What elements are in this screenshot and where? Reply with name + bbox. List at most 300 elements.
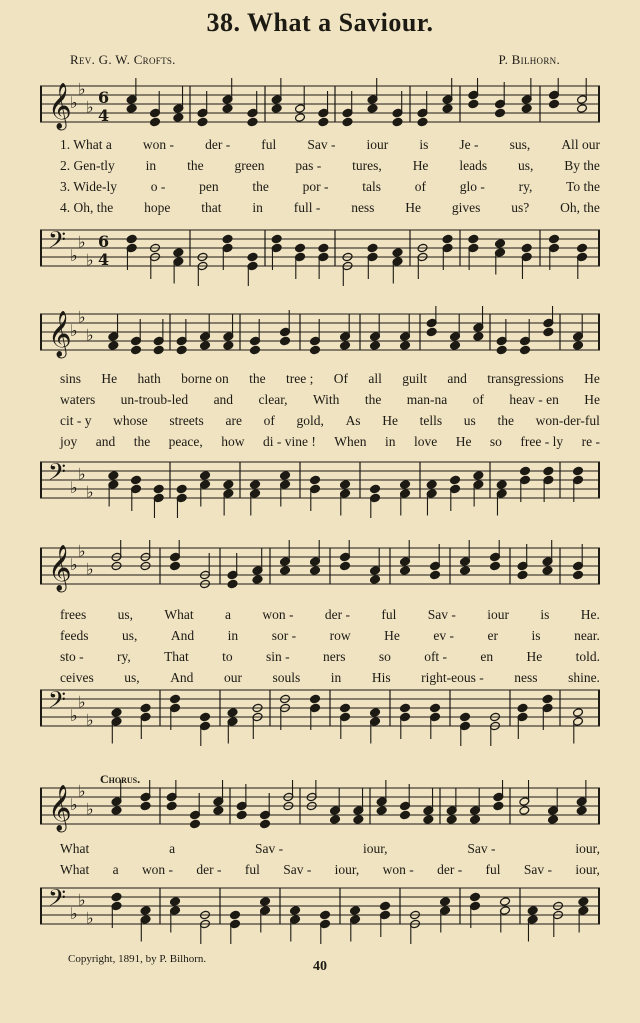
note-head [400,341,411,351]
flat-icon: ♭ [70,795,78,814]
hymn-heading [0,8,640,38]
lyric-syllable: ness [351,200,375,215]
note-head [176,484,187,494]
note-head [400,566,411,576]
lyric-syllable: 3. Wide-ly [60,179,117,194]
note-head [150,117,161,127]
lyric-syllable: guilt [402,371,428,386]
lyric-syllable: row [329,628,351,643]
flat-icon: ♭ [86,710,94,730]
lyric-syllable: joy [60,434,78,449]
note-head [222,234,233,244]
lyric-syllable: He [384,628,400,643]
note-head [280,566,291,576]
note-head [450,475,461,485]
treble-staff-svg [40,306,600,370]
note-head [340,480,351,490]
lyric-syllable: in [227,628,239,643]
lyric-syllable: All our [561,137,600,152]
lyric-syllable: to [222,649,233,664]
page-number: 40 [313,959,327,974]
time-signature-top: 6 [98,88,110,107]
lyric-syllable: the [364,392,382,407]
lyric-syllable: di - vine ! [262,434,316,449]
composer-credit: P. Bilhorn. [498,52,560,67]
note-head [460,712,471,722]
bass-clef-icon: 𝄢 [48,884,67,917]
note-head [200,712,211,722]
lyric-line [60,368,600,389]
note-head [473,471,484,481]
lyric-syllable: all [368,371,382,386]
note-head [330,815,341,825]
lyric-syllable: peace, [168,434,203,449]
flat-icon: ♭ [86,908,94,928]
lyric-syllable: Je - [459,137,479,152]
lyric-syllable: Sav - [254,841,284,856]
lyric-syllable: the [133,434,151,449]
lyric-syllable: is [419,137,429,152]
flat-icon: ♭ [70,904,78,923]
lyric-syllable: us, [117,607,133,622]
flat-icon: ♭ [78,692,86,712]
note-head [442,234,453,244]
flat-icon: ♭ [78,232,86,252]
note-head [166,801,177,811]
note-head [108,341,119,351]
lyric-syllable: the [497,413,514,428]
lyric-syllable: leads [459,158,488,173]
lyric-syllable: He [101,371,118,386]
note-head [577,104,588,114]
lyric-syllable: der - [324,607,350,622]
lyric-syllable: love [413,434,438,449]
note-head [520,345,531,355]
lyric-syllable: What [60,862,90,877]
lyric-syllable: clear, [258,392,288,407]
note-head [470,815,481,825]
note-head [260,897,271,907]
lyric-syllable: ful [244,862,260,877]
lyrics-system-3 [60,604,600,688]
note-head [173,113,184,123]
note-head [367,243,378,253]
note-head [576,806,587,816]
lyric-syllable: pen [199,179,219,194]
lyric-syllable: He [405,200,422,215]
lyric-syllable: the [252,179,269,194]
note-head [519,806,530,816]
note-head [496,345,507,355]
lyric-syllable: ful [381,607,397,622]
lyrics-system-4 [60,838,600,880]
note-head [543,466,554,476]
lyric-syllable: en [480,649,494,664]
lyricist-credit: Rev. G. W. Crofts. [70,52,176,67]
lyric-syllable: ry, [518,179,533,194]
bass-staff-2 [40,454,600,518]
lyric-syllable: sin - [266,649,290,664]
lyric-syllable: tures, [352,158,382,173]
lyric-syllable: And [170,628,195,643]
lyrics-system-1 [60,134,600,218]
lyric-syllable: gives [451,200,481,215]
note-head [140,703,151,713]
lyric-syllable: hath [137,371,161,386]
treble-clef-icon: 𝄞 [48,785,72,831]
lyric-syllable: shine. [568,670,600,685]
lyric-syllable: 2. Gen-tly [60,158,115,173]
note-head [490,561,501,571]
lyric-syllable: so [378,649,391,664]
note-head [380,901,391,911]
note-head [392,248,403,258]
lyric-syllable: streets [169,413,204,428]
note-head [126,234,137,244]
flat-icon: ♭ [70,93,78,112]
lyric-syllable: o - [150,179,166,194]
note-head [442,104,453,114]
lyric-syllable: When [334,434,367,449]
lyric-syllable: whose [113,413,148,428]
lyric-syllable: frees [60,607,87,622]
lyric-syllable: hope [144,200,171,215]
flat-icon: ♭ [86,799,94,819]
lyric-line [60,859,600,880]
chorus-label: Chorus. [100,772,141,786]
lyric-line [60,389,600,410]
note-head [111,806,122,816]
lyric-syllable: der - [437,862,463,877]
note-head [521,104,532,114]
note-head [170,561,181,571]
note-head [310,345,321,355]
note-head [417,117,428,127]
note-head [376,806,387,816]
note-head [430,570,441,580]
lyric-syllable: and [447,371,467,386]
lyric-syllable: in [385,434,396,449]
note-head [173,248,184,258]
lyric-syllable: so [489,434,502,449]
treble-staff-svg [40,78,600,142]
lyric-syllable: iour [366,137,389,152]
lyric-syllable: and [95,434,116,449]
note-head [426,327,437,337]
lyric-syllable: sor - [271,628,297,643]
note-head [310,566,321,576]
note-head [252,575,263,585]
note-head [271,104,282,114]
lyric-syllable: por - [302,179,329,194]
lyric-syllable: He. [580,607,600,622]
note-head [290,906,301,916]
note-head [340,703,351,713]
lyric-syllable: heav - en [509,392,559,407]
treble-staff-svg [40,780,600,844]
lyric-syllable: tells [419,413,443,428]
lyric-syllable: us? [511,200,530,215]
lyric-syllable: ful [261,137,277,152]
lyric-syllable: Sav - [427,607,456,622]
lyric-syllable: ry, [116,649,131,664]
time-signature-bottom: 4 [98,250,110,269]
flat-icon: ♭ [86,559,94,579]
lyric-syllable: 1. What a [60,137,112,152]
note-head [460,566,471,576]
note-head [230,910,241,920]
lyric-syllable: of [414,179,426,194]
note-head [153,345,164,355]
note-head [353,815,364,825]
lyric-syllable: man-na [406,392,448,407]
lyric-syllable: Of [333,371,348,386]
note-head [400,810,411,820]
lyric-line [60,197,600,218]
lyric-syllable: won - [141,862,174,877]
note-head [340,561,351,571]
lyric-syllable: green [234,158,265,173]
note-head [370,708,381,718]
lyric-syllable: iour [487,607,509,622]
note-head [400,703,411,713]
lyric-syllable: To the [566,179,600,194]
lyric-syllable: der - [196,862,222,877]
treble-staff-svg [40,540,600,604]
lyric-syllable: how [221,434,245,449]
lyrics-system-2 [60,368,600,452]
note-head [548,815,559,825]
note-head [170,694,181,704]
treble-staff-2 [40,306,600,370]
note-head [517,703,528,713]
note-head [495,108,506,118]
note-head [367,104,378,114]
lyric-syllable: What [60,841,90,856]
lyric-syllable: He [412,158,429,173]
flat-icon: ♭ [78,307,86,327]
note-head [200,471,211,481]
note-head [247,252,258,262]
flat-icon: ♭ [70,706,78,725]
lyric-syllable: Sav - [307,137,336,152]
lyric-syllable: gold, [296,413,324,428]
note-head [423,815,434,825]
lyric-syllable: tals [362,179,381,194]
flat-icon: ♭ [78,541,86,561]
lyric-line [60,155,600,176]
note-head [340,341,351,351]
note-head [131,345,142,355]
time-signature-bottom: 4 [98,106,110,125]
lyric-syllable: ev - [433,628,454,643]
flat-icon: ♭ [86,482,94,502]
bass-staff-4 [40,880,600,944]
note-head [527,906,538,916]
lyric-syllable: And [170,670,194,685]
lyric-syllable: waters [60,392,96,407]
treble-staff-1 [40,78,600,142]
note-head [440,897,451,907]
lyric-syllable: feeds [60,628,89,643]
note-head [140,801,151,811]
note-head [111,892,122,902]
bass-staff-1 [40,222,600,286]
lyric-syllable: re - [581,434,600,449]
bass-clef-icon: 𝄢 [48,686,67,719]
note-head [223,341,234,351]
note-head [370,575,381,585]
note-head [392,117,403,127]
lyric-line [60,838,600,859]
note-head [153,484,164,494]
lyric-syllable: He [526,649,543,664]
note-head [318,117,329,127]
flat-icon: ♭ [86,97,94,117]
treble-clef-icon: 𝄞 [48,311,72,357]
lyric-syllable: glo - [459,179,485,194]
lyric-syllable: free - ly [520,434,564,449]
note-head [446,815,457,825]
lyric-syllable: cit - y [60,413,92,428]
lyric-syllable: iour, [575,841,600,856]
note-head [197,117,208,127]
note-head [542,694,553,704]
lyric-syllable: our [223,670,242,685]
note-head [318,243,329,253]
treble-clef-icon: 𝄞 [48,545,72,591]
note-head [573,708,584,718]
note-head [468,99,479,109]
lyric-syllable: He [584,392,600,407]
lyric-line [60,176,600,197]
note-head [450,341,461,351]
note-head [573,466,584,476]
note-head [470,892,481,902]
lyric-syllable: full - [293,200,321,215]
lyric-syllable: are [225,413,242,428]
lyric-syllable: of [472,392,484,407]
note-head [250,480,261,490]
note-head [227,708,238,718]
lyric-syllable: Sav - [523,862,552,877]
note-head [578,897,589,907]
lyric-syllable: borne on [181,371,229,386]
note-head [310,694,321,704]
note-head [517,570,528,580]
note-head [213,806,224,816]
lyric-syllable: near. [574,628,600,643]
lyric-syllable: er [487,628,499,643]
treble-clef-icon: 𝄞 [48,83,72,129]
note-head [426,480,437,490]
bass-staff-svg [40,222,600,286]
lyric-line [60,410,600,431]
lyric-syllable: pas - [295,158,322,173]
note-head [542,566,553,576]
lyric-syllable: By the [564,158,600,173]
lyric-syllable: tree ; [286,371,314,386]
note-head [176,345,187,355]
lyric-syllable: is [531,628,541,643]
note-head [170,897,181,907]
note-head [573,570,584,580]
lyric-line [60,646,600,667]
note-head [520,466,531,476]
lyric-syllable: He [455,434,472,449]
flat-icon: ♭ [78,464,86,484]
flat-icon: ♭ [70,321,78,340]
note-head [500,897,511,907]
bass-staff-3 [40,682,600,746]
bass-clef-icon: 𝄢 [48,458,67,491]
lyric-syllable: ness [514,670,538,685]
note-head [521,243,532,253]
note-head [247,117,258,127]
note-head [573,341,584,351]
lyric-syllable: sins [60,371,82,386]
copyright-notice: Copyright, 1891, by P. Bilhorn. [68,953,207,965]
lyric-syllable: With [312,392,340,407]
lyric-syllable: of [263,413,275,428]
lyric-syllable: der - [205,137,231,152]
lyric-syllable: a [112,862,119,877]
note-head [108,471,119,481]
note-head [260,819,271,829]
note-head [310,475,321,485]
note-head [250,345,261,355]
lyric-syllable: Sav - [467,841,496,856]
note-head [496,480,507,490]
lyric-syllable: transgressions [487,371,564,386]
lyric-syllable: That [164,649,189,664]
note-head [271,234,282,244]
time-signature-top: 6 [98,232,110,251]
note-head [468,234,479,244]
lyric-syllable: iour, [362,841,388,856]
lyric-syllable: un-troub-led [120,392,189,407]
lyric-syllable: ful [485,862,501,877]
note-head [342,117,353,127]
lyric-syllable: won - [142,137,175,152]
lyric-syllable: He [382,413,398,428]
lyric-syllable: Sav - [283,862,312,877]
note-head [543,327,554,337]
note-head [577,243,588,253]
lyric-syllable: Oh, the [560,200,600,215]
note-head [223,480,234,490]
flat-icon: ♭ [70,478,78,497]
lyric-line [60,431,600,452]
note-head [549,234,560,244]
lyric-syllable: us, [124,670,140,685]
lyric-syllable: ners [322,649,346,664]
lyric-syllable: told. [575,649,600,664]
lyric-syllable: won - [262,607,294,622]
flat-icon: ♭ [70,555,78,574]
lyric-syllable: iour, [575,862,600,877]
treble-staff-3 [40,540,600,604]
lyric-syllable: a [169,841,176,856]
lyric-syllable: sto - [60,649,84,664]
flat-icon: ♭ [70,246,78,265]
flat-icon: ♭ [86,250,94,270]
bass-clef-icon: 𝄢 [48,226,67,259]
note-head [320,910,331,920]
note-head [493,801,504,811]
lyric-line [60,625,600,646]
lyric-line [60,134,600,155]
